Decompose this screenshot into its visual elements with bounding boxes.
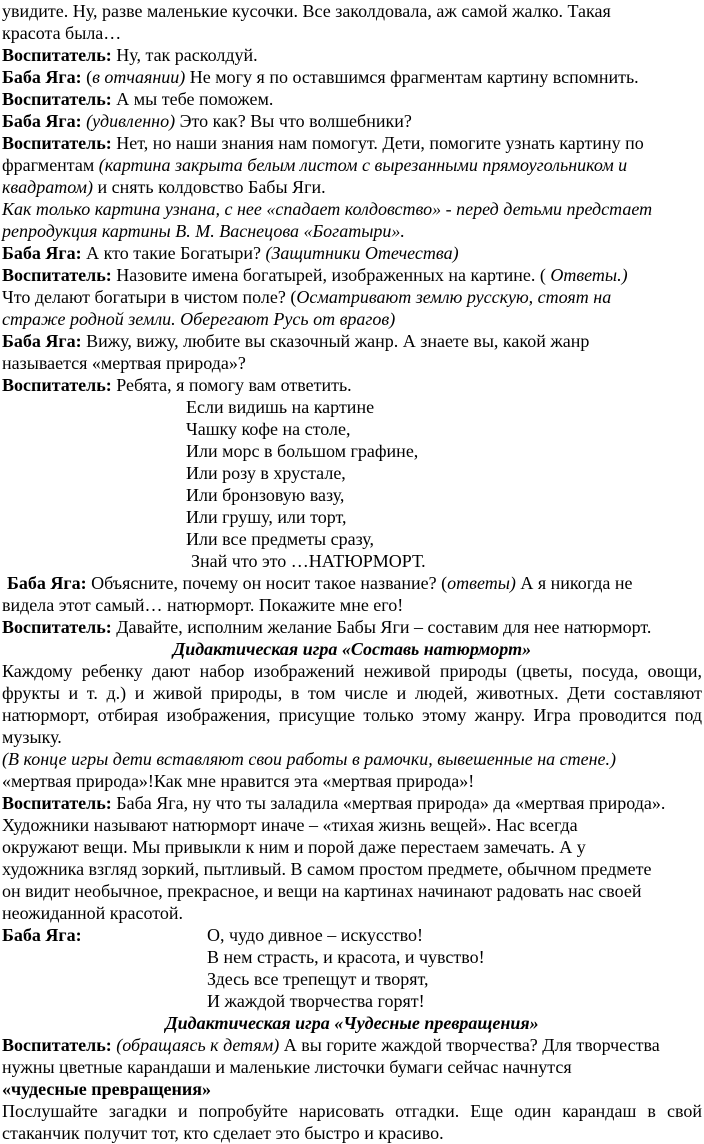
game-title: Дидактическая игра «Чудесные превращения» (165, 1013, 539, 1033)
speech-text: А вы горите жаждой творчества? Для творчества (279, 1035, 660, 1055)
game-title: Дидактическая игра «Составь натюрморт» (172, 639, 532, 659)
poem-block-art (2, 924, 702, 1012)
speech-text: А кто такие Богатыри? (81, 243, 266, 263)
speech-text: ( (81, 67, 93, 87)
text-line: натюрморт, отбирая изображения, присущие только этому жанру. Игра проводится под (2, 705, 702, 725)
dialogue-line (2, 330, 702, 352)
speech-text: Что делают богатыри в чистом поле? ( (2, 287, 297, 307)
dialogue-line (2, 616, 702, 638)
stage-direction: страже родной земли. Оберегают Русь от врагов) (2, 309, 396, 329)
speech-text: Это как? Вы что волшебники? (175, 111, 412, 131)
poem-line: Чашку кофе на столе, (186, 419, 351, 439)
stage-direction: (обращаясь к детям) (111, 1035, 280, 1055)
speaker-label: Баба Яга: (7, 573, 87, 593)
poem-line: Или бронзовую вазу, (186, 485, 345, 505)
poem-line: Или морс в большом графине, (186, 441, 419, 461)
stage-direction: Осматривают землю русскую, стоят на (296, 287, 612, 307)
speaker-label: Воспитатель: (2, 89, 112, 109)
dialogue-line (2, 132, 702, 154)
speech-text: Нет, но наши знания нам помогут. Дети, помогите узнать картину по (111, 133, 644, 153)
text-line: музыку. (2, 727, 62, 747)
speaker-label: Воспитатель: (2, 793, 112, 813)
poem-line: Или все предметы сразу, (186, 529, 374, 549)
dialogue-line (2, 374, 702, 396)
text-line: увидите. Ну, разве маленькие кусочки. Все заколдовала, аж самой жалко. Такая (2, 1, 611, 21)
stage-direction: квадратом) (2, 177, 94, 197)
speech-text: Ну, так расколдуй. (111, 45, 258, 65)
speaker-label: Баба Яга: (2, 925, 82, 945)
text-line: Каждому ребенку дают набор изображений неживой природы (цветы, посуда, овощи, (2, 661, 702, 681)
speaker-label: Воспитатель: (2, 133, 112, 153)
text-line: «мертвая природа»!Как мне нравится эта «мертвая природа»! (2, 771, 475, 791)
text-line (2, 176, 702, 198)
text-line (2, 154, 702, 176)
dialogue-line (2, 792, 702, 814)
speech-text: Ребята, я помогу вам ответить. (111, 375, 352, 395)
poem-line: Или розу в хрустале, (186, 463, 346, 483)
speaker-label: Баба Яга: (2, 243, 82, 263)
speaker-label: Воспитатель: (2, 1035, 112, 1055)
stage-direction: (В конце игры дети вставляют свои работы в рамочки, вывешенные на стене.) (2, 749, 617, 769)
speech-text: А я никогда не (515, 573, 633, 593)
highlight-text: «чудесные превращения» (2, 1079, 212, 1099)
dialogue-line (2, 66, 702, 88)
poem-line: Или грушу, или торт, (186, 507, 347, 527)
text-line: фрукты и т. д.) и живой природы, в том числе и людей, животных. Дети составляют (2, 683, 702, 703)
stage-direction: в отчаянии) (92, 67, 186, 87)
poem-natyurmort (2, 396, 702, 572)
text-line: стаканчик получит тот, кто сделает это быстро и красиво. (2, 1123, 444, 1143)
stage-direction: (удивленно) (81, 111, 176, 131)
dialogue-line (2, 572, 702, 594)
text-line: художника взгляд зоркий, пытливый. В самом простом предмете, обычном предмете (2, 859, 652, 879)
speech-text: Назовите имена богатырей, изображенных на картине. ( (111, 265, 551, 285)
dialogue-line (2, 110, 702, 132)
poem-line: О, чудо дивное – искусство! (207, 925, 424, 945)
speech-text: Объясните, почему он носит такое название? ( (86, 573, 448, 593)
stage-direction: Ответы.) (550, 265, 628, 285)
poem-line: И жаждой творчества горят! (207, 991, 425, 1011)
dialogue-line (2, 264, 702, 286)
text-line: красота была… (2, 23, 122, 43)
poem-line: В нем страсть, и красота, и чувство! (207, 947, 485, 967)
speaker-label: Баба Яга: (2, 331, 82, 351)
poem-line: Здесь все трепещут и творят, (207, 969, 429, 989)
speech-text: А мы тебе поможем. (111, 89, 274, 109)
poem-line: Знай что это …НАТЮРМОРТ. (191, 551, 426, 571)
dialogue-line (2, 242, 702, 264)
stage-direction: (Защитники Отечества) (265, 243, 459, 263)
text-line: называется «мертвая природа»? (2, 353, 246, 373)
dialogue-line (2, 1034, 702, 1056)
text-line: видела этот самый… натюрморт. Покажите мне его! (2, 595, 404, 615)
text-line: окружают вещи. Мы привыкли к ним и порой даже перестаем замечать. А у (2, 837, 586, 857)
speaker-label: Воспитатель: (2, 265, 112, 285)
text-line: нужны цветные карандаши и маленькие листочки бумаги сейчас начнутся (2, 1057, 572, 1077)
text-line (2, 286, 702, 308)
speaker-label: Баба Яга: (2, 111, 82, 131)
speech-text: Не могу я по оставшимся фрагментам картину вспомнить. (185, 67, 639, 87)
poem-line: Если видишь на картине (186, 397, 375, 417)
dialogue-line (2, 44, 702, 66)
speaker-label: Воспитатель: (2, 45, 112, 65)
speaker-label: Воспитатель: (2, 375, 112, 395)
speech-text: и снять колдовство Бабы Яги. (93, 177, 326, 197)
stage-direction: Как только картина узнана, с нее «спадает колдовство» - перед детьми предстает (2, 199, 653, 219)
speech-text: Давайте, исполним желание Бабы Яги – составим для нее натюрморт. (111, 617, 652, 637)
speaker-label: Баба Яга: (2, 67, 82, 87)
speech-text: Вижу, вижу, любите вы сказочный жанр. А знаете вы, какой жанр (81, 331, 590, 351)
speaker-label: Воспитатель: (2, 617, 112, 637)
text-line: он видит необычное, прекрасное, и вещи на картинах начинают радовать нас своей (2, 881, 642, 901)
poem-art (2, 924, 702, 1012)
dialogue-line (2, 88, 702, 110)
stage-direction: (картина закрыта белым листом с вырезанными прямоугольником и (98, 155, 628, 175)
text-line: Послушайте загадки и попробуйте нарисовать отгадки. Еще один карандаш в свой (2, 1101, 702, 1121)
text-line: неожиданной красотой. (2, 903, 184, 923)
text-line: Художники называют натюрморт иначе – «тихая жизнь вещей». Нас всегда (2, 815, 578, 835)
stage-direction: репродукция картины В. М. Васнецова «Богатыри». (2, 221, 405, 241)
speech-text: фрагментам (2, 155, 99, 175)
stage-direction: ответы) (447, 573, 516, 593)
speech-text: Баба Яга, ну что ты заладила «мертвая природа» да «мертвая природа». (111, 793, 666, 813)
